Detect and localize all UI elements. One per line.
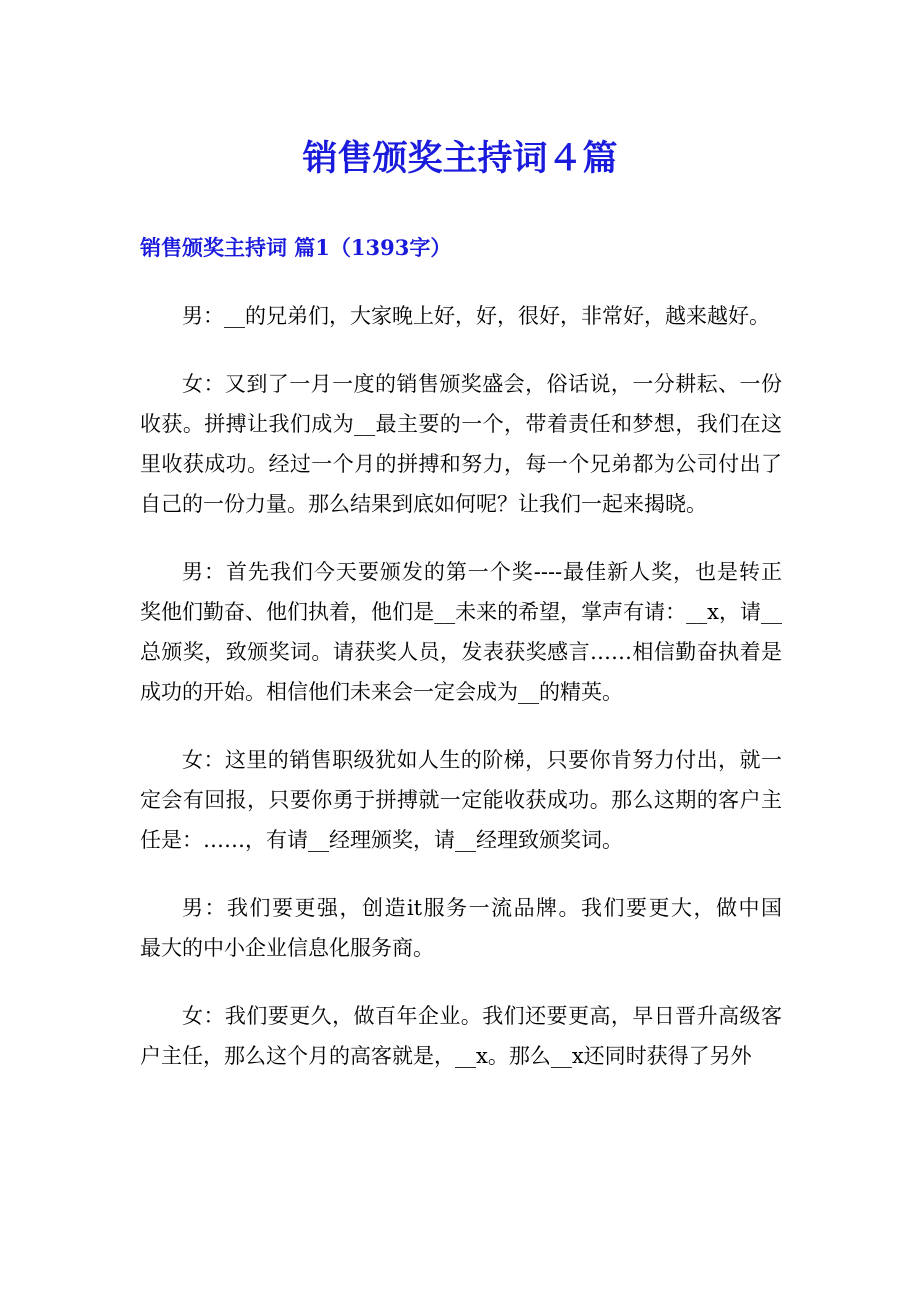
paragraph — [140, 996, 782, 1076]
paragraph-line: 男：首先我们今天要颁发的第一个奖----最佳新人奖，也是转正 — [182, 560, 782, 584]
paragraph-line: 收获。拼搏让我们成为__最主要的一个，带着责任和梦想，我们在这 — [140, 412, 782, 436]
paragraph — [140, 740, 782, 860]
paragraph-line: 奖他们勤奋、他们执着，他们是__未来的希望，掌声有请：__x，请__ — [140, 600, 782, 624]
paragraph — [140, 552, 782, 712]
paragraph-line: 自己的一份力量。那么结果到底如何呢？让我们一起来揭晓。 — [140, 492, 707, 516]
paragraph — [140, 296, 782, 336]
paragraph — [140, 364, 782, 524]
paragraph — [140, 888, 782, 968]
paragraph-line: 定会有回报，只要你勇于拼搏就一定能收获成功。那么这期的客户主 — [140, 788, 782, 812]
paragraph-line: 男：我们要更强，创造it服务一流品牌。我们要更大，做中国 — [182, 896, 782, 920]
paragraph-line: 任是：……，有请__经理颁奖，请__经理致颁奖词。 — [140, 828, 623, 852]
paragraph-line: 成功的开始。相信他们未来会一定会成为__的精英。 — [140, 680, 623, 704]
document-body — [140, 296, 782, 1104]
paragraph-line: 男：__的兄弟们，大家晚上好，好，很好，非常好，越来越好。 — [182, 304, 770, 328]
paragraph-line: 女：又到了一月一度的销售颁奖盛会，俗话说，一分耕耘、一份 — [182, 372, 782, 396]
paragraph-line: 总颁奖，致颁奖词。请获奖人员，发表获奖感言……相信勤奋执着是 — [140, 640, 782, 664]
paragraph-line: 女：这里的销售职级犹如人生的阶梯，只要你肯努力付出，就一 — [182, 748, 782, 772]
paragraph-line: 户主任，那么这个月的高客就是，__x。那么__x还同时获得了另外 — [140, 1044, 752, 1068]
document-title: 销售颁奖主持词４篇 — [302, 138, 618, 179]
paragraph-line: 女：我们要更久，做百年企业。我们还要更高，早日晋升高级客 — [182, 1004, 782, 1028]
paragraph-line: 最大的中小企业信息化服务商。 — [140, 936, 434, 960]
paragraph-line: 里收获成功。经过一个月的拼搏和努力，每一个兄弟都为公司付出了 — [140, 452, 782, 476]
section-heading: 销售颁奖主持词 篇1（1393字） — [140, 235, 452, 260]
